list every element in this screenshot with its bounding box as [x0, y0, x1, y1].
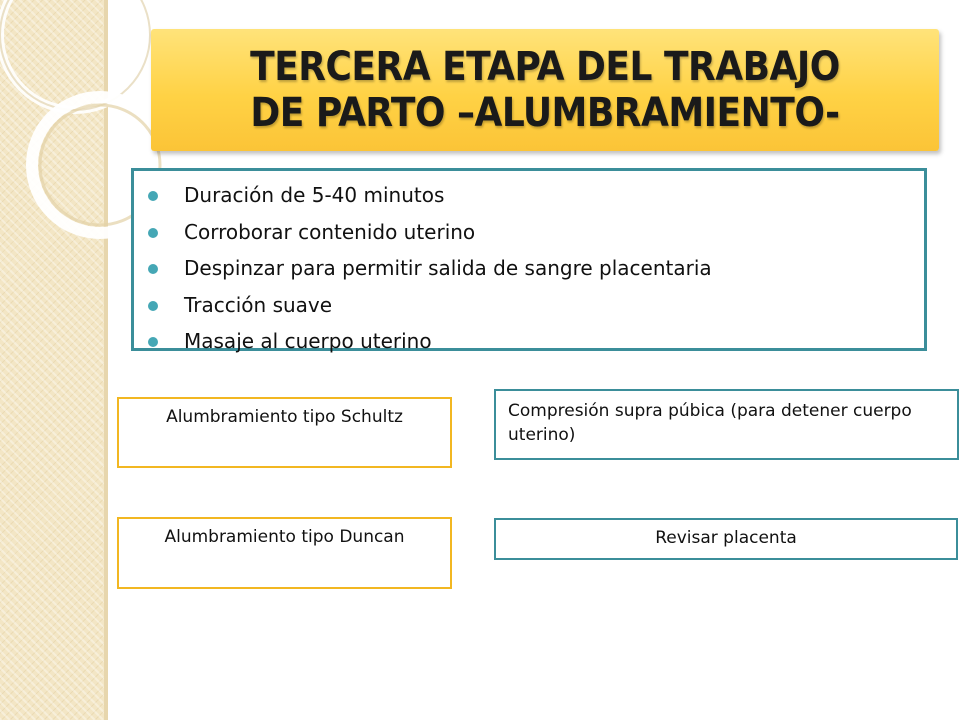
bullet-icon: [148, 228, 158, 238]
bullet-list-box: [131, 168, 927, 351]
box-duncan: Alumbramiento tipo Duncan: [117, 517, 452, 589]
bullet-icon: [148, 337, 158, 347]
bullet-icon: [148, 264, 158, 274]
box-schultz: Alumbramiento tipo Schultz: [117, 397, 452, 468]
list-item: Tracción suave: [184, 287, 924, 324]
bullet-icon: [148, 191, 158, 201]
title-line-1: TERCERA ETAPA DEL TRABAJO: [250, 44, 840, 90]
box-compresion: Compresión supra púbica (para detener cuerpo uterino): [494, 389, 959, 460]
list-item: Despinzar para permitir salida de sangre placentaria: [184, 250, 924, 287]
bullet-list: [134, 171, 924, 360]
list-item: Duración de 5-40 minutos: [184, 177, 924, 214]
box-revisar-placenta: Revisar placenta: [494, 518, 958, 560]
bullet-icon: [148, 301, 158, 311]
title-banner: [151, 29, 939, 151]
slide-title: [250, 44, 840, 136]
list-item: Masaje al cuerpo uterino: [184, 323, 924, 360]
title-line-2: DE PARTO –ALUMBRAMIENTO-: [250, 90, 840, 136]
list-item: Corroborar contenido uterino: [184, 214, 924, 251]
